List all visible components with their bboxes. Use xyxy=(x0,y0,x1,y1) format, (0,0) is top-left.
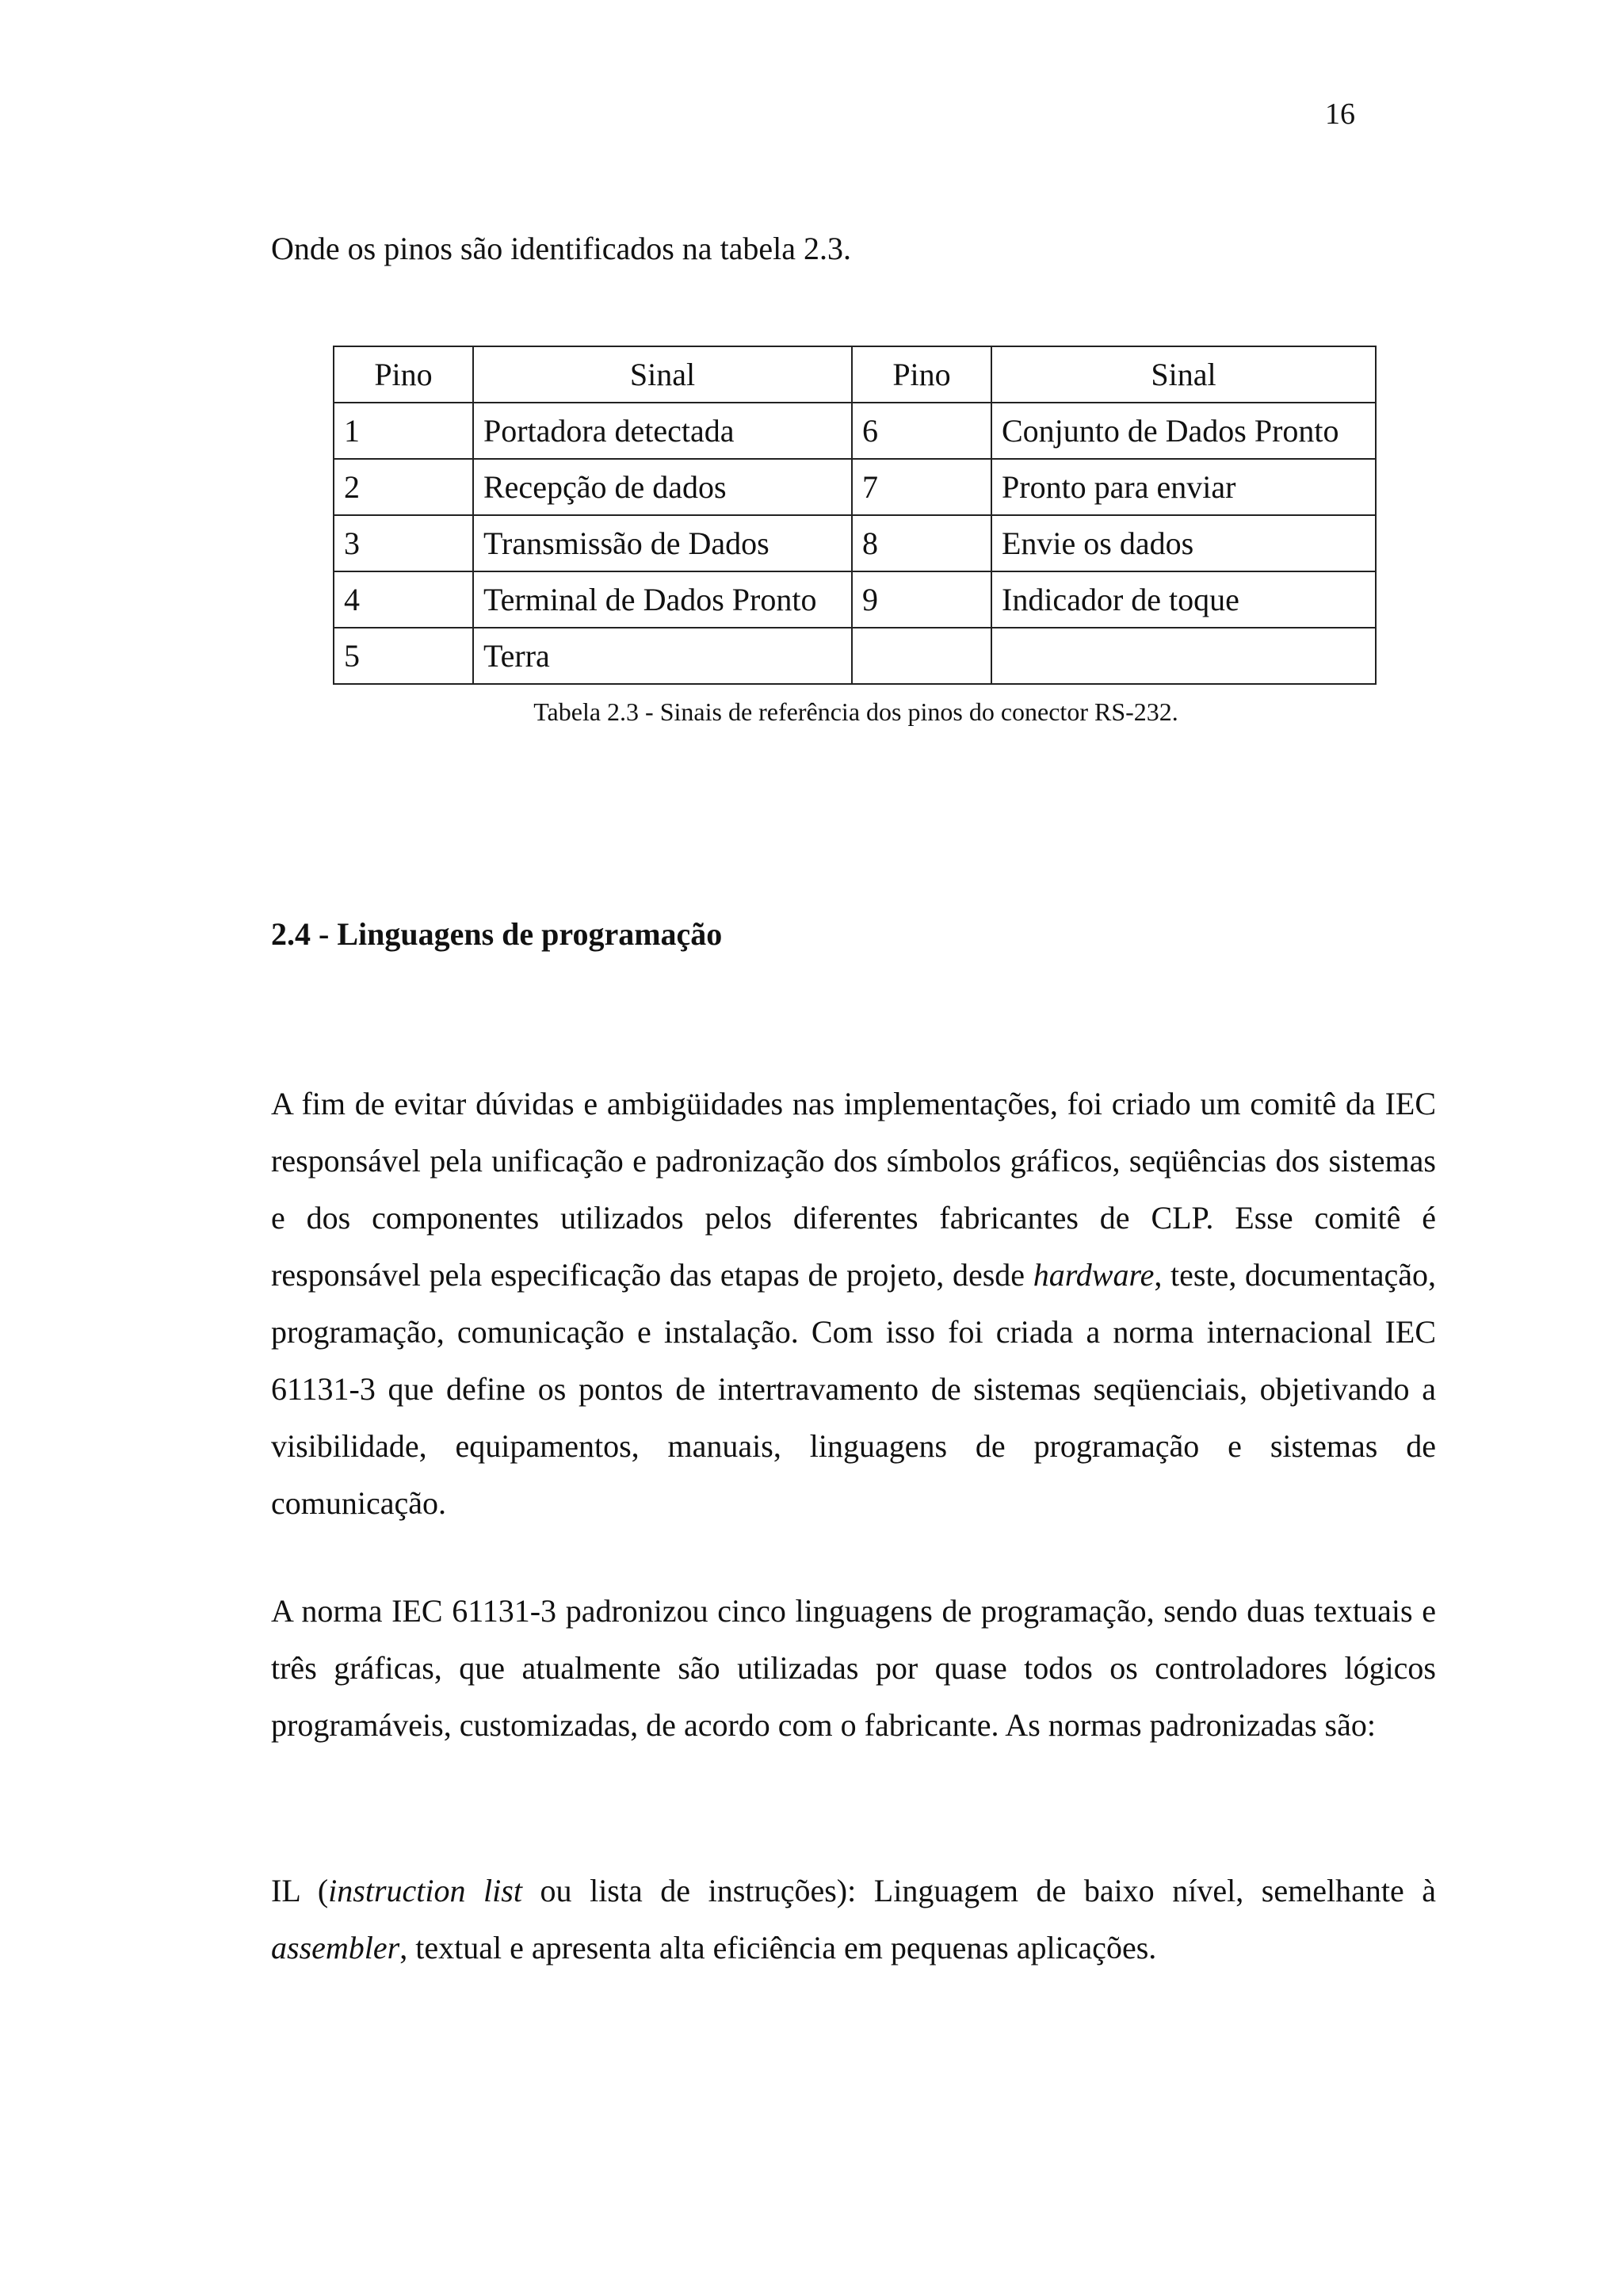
cell-pin: 5 xyxy=(334,628,473,684)
cell-pin: 4 xyxy=(334,571,473,628)
paragraph-3-italic-a: instruction list xyxy=(328,1873,522,1908)
header-sinal-1: Sinal xyxy=(473,346,852,403)
paragraph-3-text-b: ou lista de instruções): Linguagem de baixo nível, semelhante à xyxy=(521,1873,1437,1908)
cell-pin: 6 xyxy=(852,403,991,459)
cell-signal: Terminal de Dados Pronto xyxy=(473,571,852,628)
cell-pin: 7 xyxy=(852,459,991,515)
pin-table xyxy=(333,346,1377,685)
paragraph-3-italic-b: assembler xyxy=(271,1930,400,1966)
table-row xyxy=(334,628,1376,684)
section-heading: 2.4 - Linguagens de programação xyxy=(271,916,723,952)
cell-signal: Terra xyxy=(473,628,852,684)
cell-signal: Pronto para enviar xyxy=(991,459,1376,515)
paragraph-1-text-a: A fim de evitar dúvidas e ambigüidades nas implementações, foi criado um comitê da IEC responsável pela unificação e padronização dos símbolos gráficos, seqüências dos sistemas e dos componentes utilizados pelos diferentes fabricantes de CLP. Esse comitê é responsável pela especificação das etapas de projeto, desde xyxy=(271,1086,1436,1293)
cell-signal xyxy=(991,628,1376,684)
cell-pin: 3 xyxy=(334,515,473,571)
paragraph-2: A norma IEC 61131-3 padronizou cinco linguagens de programação, sendo duas textuais e três gráficas, que atualmente são utilizadas por quase todos os controladores lógicos programáveis, customizadas, de acordo com o fabricante. As normas padronizadas são: xyxy=(271,1593,1436,1743)
paragraph-3-text-c: , textual e apresenta alta eficiência em pequenas aplicações. xyxy=(399,1930,1157,1966)
cell-signal: Indicador de toque xyxy=(991,571,1376,628)
cell-pin: 9 xyxy=(852,571,991,628)
table-header-row xyxy=(334,346,1376,403)
paragraph-1-italic: hardware xyxy=(1033,1257,1155,1293)
page-number: 16 xyxy=(1325,97,1355,131)
header-sinal-2: Sinal xyxy=(991,346,1376,403)
paragraph-3-text-a: IL ( xyxy=(271,1873,329,1908)
cell-signal: Envie os dados xyxy=(991,515,1376,571)
cell-pin: 2 xyxy=(334,459,473,515)
cell-pin: 8 xyxy=(852,515,991,571)
intro-text: Onde os pinos são identificados na tabela 2.3. xyxy=(271,231,852,266)
table-row xyxy=(334,403,1376,459)
header-pino-1: Pino xyxy=(334,346,473,403)
table-row xyxy=(334,571,1376,628)
cell-signal: Recepção de dados xyxy=(473,459,852,515)
table-caption: Tabela 2.3 - Sinais de referência dos pinos do conector RS-232. xyxy=(533,697,1178,726)
paragraph-1-text-b: , teste, documentação, programação, comunicação e instalação. Com isso foi criada a norma internacional IEC 61131-3 que define os pontos de intertravamento de sistemas seqüenciais, objetivando a visibilidade, equipamentos, manuais, linguagens de programação e sistemas de comunicação. xyxy=(271,1257,1436,1521)
cell-signal: Conjunto de Dados Pronto xyxy=(991,403,1376,459)
header-pino-2: Pino xyxy=(852,346,991,403)
paragraph-1 xyxy=(271,1075,1436,1532)
cell-signal: Transmissão de Dados xyxy=(473,515,852,571)
paragraph-3 xyxy=(271,1862,1436,1977)
cell-signal: Portadora detectada xyxy=(473,403,852,459)
table-row xyxy=(334,459,1376,515)
cell-pin: 1 xyxy=(334,403,473,459)
table-row xyxy=(334,515,1376,571)
cell-pin xyxy=(852,628,991,684)
